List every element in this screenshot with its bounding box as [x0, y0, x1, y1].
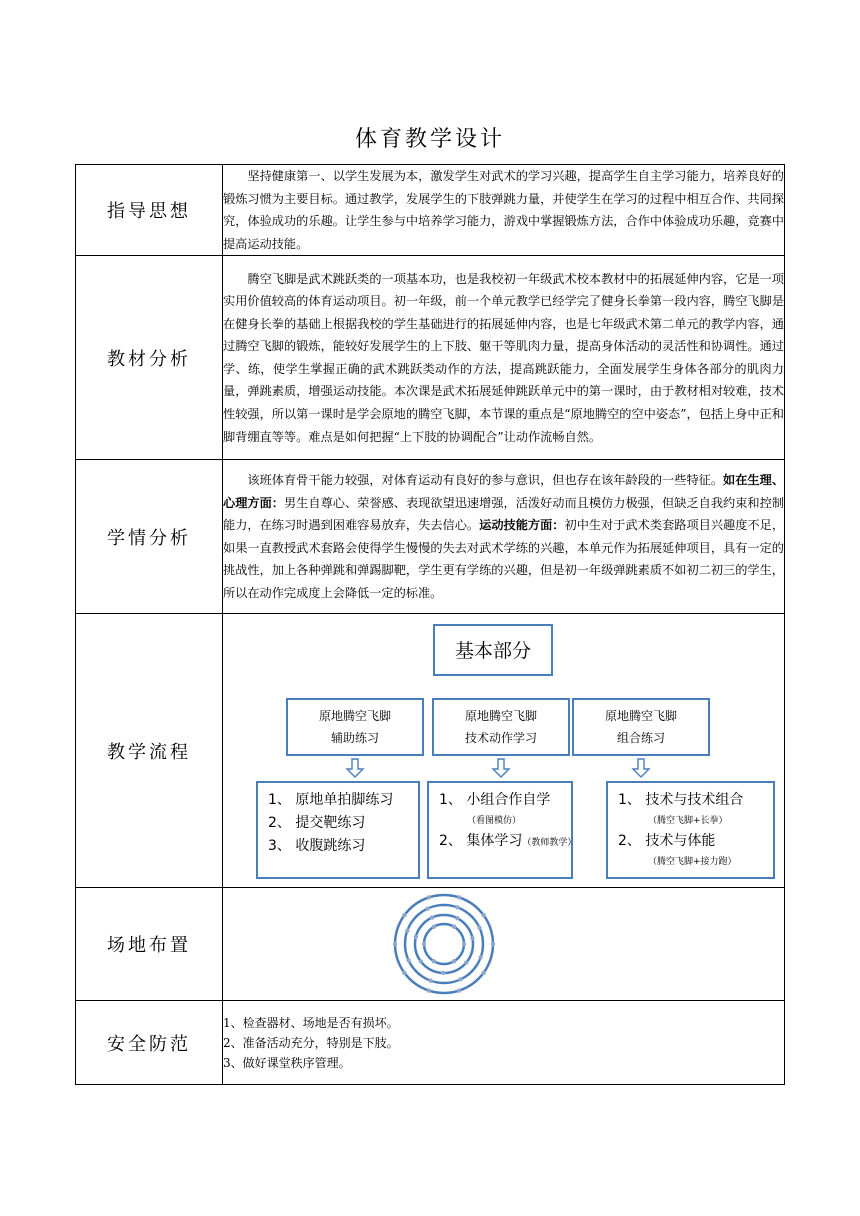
- content-safety: [223, 1001, 785, 1085]
- exercise-combo-note-2: （腾空飞脚+接力跑）: [648, 856, 737, 867]
- stage-technique-line1: 原地腾空飞脚: [464, 708, 537, 723]
- exercise-combo-note-1: （腾空飞脚+长拳）: [648, 815, 728, 826]
- student-dot: [481, 913, 485, 917]
- student-dot: [452, 959, 456, 963]
- student-dot: [452, 924, 456, 928]
- student-dot: [430, 915, 434, 919]
- guiding-text: 坚持健康第一、以学生发展为本，激发学生对武术的学习兴趣，提高学生自主学习能力，培养良好的锻炼习惯为主要目标。通过教学，发展学生的下肢弹跳力量，并使学生在学习的过程中相互合作、共同探究，体验成功的乐趣。让学生参与中培养学习能力，游戏中掌握锻炼方法，合作中体验成功乐趣，竞赛中提高运动技能。: [223, 169, 784, 251]
- students-text: [223, 469, 784, 605]
- stage-box-assist: [286, 698, 424, 756]
- student-dot: [428, 978, 432, 982]
- stage-assist-line2: 辅助练习: [330, 730, 379, 745]
- exercise-box-combo: [606, 781, 775, 879]
- students-text-3: 初中生对于武术类套路项目兴趣度不足，如果一直教授武术套路会使得学生慢慢的失去对武术学练的兴趣，本单元作为拓展延伸项目，具有一定的挑战性，加上各种弹跳和弹踢脚靶，学生更有学练的兴趣，但是初一年级弹跳素质不如初二初三的学生，所以在动作完成度上会降低一定的标准。: [223, 518, 785, 601]
- basic-part-box: 基本部分: [433, 624, 553, 676]
- student-dot: [491, 942, 495, 946]
- student-dot: [393, 942, 397, 946]
- student-dot: [462, 942, 466, 946]
- student-dot: [419, 959, 423, 963]
- student-dot: [457, 988, 461, 992]
- stage-combo-line2: 组合练习: [616, 730, 665, 745]
- exercise-technique-2: 2、 集体学习: [439, 832, 523, 849]
- student-dot: [405, 928, 409, 932]
- content-venue: [223, 888, 785, 1001]
- exercise-assist-1: 1、 原地单拍脚练习: [268, 791, 394, 808]
- down-arrow-icon: [631, 758, 651, 778]
- student-dot: [427, 988, 431, 992]
- venue-ring: [424, 924, 464, 964]
- student-dot: [402, 970, 406, 974]
- safety-item-2: 2、准备活动充分，特别是下肢。: [223, 1035, 399, 1050]
- exercise-technique-note-2: （教师教学）: [522, 837, 577, 848]
- exercise-assist-3: 3、 收腹跳练习: [268, 837, 366, 854]
- content-guiding: [223, 165, 785, 256]
- safety-item-3: 3、做好课堂秩序管理。: [223, 1055, 351, 1070]
- row-venue: [76, 888, 785, 1001]
- exercise-box-assist: [256, 781, 420, 879]
- student-dot: [425, 906, 429, 910]
- row-students: [76, 460, 785, 614]
- exercise-technique-note-1: （看图模仿）: [467, 815, 522, 826]
- students-bold-1: 如在生理、心理方面：: [223, 473, 785, 510]
- venue-ring: [395, 895, 493, 993]
- exercise-combo-1: 1、 技术与技术组合: [618, 791, 744, 808]
- student-dot: [477, 925, 481, 929]
- stage-box-technique: [432, 698, 570, 756]
- exercise-box-technique: [427, 781, 577, 879]
- label-material: 教材分析: [76, 256, 223, 460]
- content-material: [223, 256, 785, 460]
- exercise-assist-2: 2、 提交靶练习: [268, 814, 366, 831]
- student-dot: [422, 942, 426, 946]
- students-text-2: 男生自尊心、荣誉感、表现欲望迅速增强，活泼好动而且模仿力极强，但缺乏自我约束和控制能力，在练习时遇到困难容易放弃，失去信心。: [223, 495, 785, 533]
- students-text-1: 该班体育骨干能力较强，对体育运动有良好的参与意识，但也存在该年龄段的一些特征。: [247, 473, 724, 488]
- lesson-design-table: [75, 164, 785, 1085]
- student-dot: [457, 895, 461, 899]
- label-students: 学情分析: [76, 460, 223, 614]
- down-arrow-icon: [491, 758, 511, 778]
- label-process: 教学流程: [76, 614, 223, 888]
- label-guiding: 指导思想: [76, 165, 223, 256]
- student-dot: [406, 958, 410, 962]
- student-dot: [441, 971, 445, 975]
- student-dot: [464, 960, 468, 964]
- row-safety: [76, 1001, 785, 1085]
- label-safety: 安全防范: [76, 1001, 223, 1085]
- student-dot: [478, 955, 482, 959]
- students-bold-2: 运动技能方面：: [479, 518, 565, 533]
- flowchart: [223, 615, 784, 887]
- stage-combo-line1: 原地腾空飞脚: [604, 708, 677, 723]
- content-students: [223, 460, 785, 614]
- page-title: 体育教学设计: [354, 127, 505, 152]
- student-dot: [481, 970, 485, 974]
- student-dot: [458, 977, 462, 981]
- exercise-combo-2: 2、 技术与体能: [618, 832, 716, 849]
- exercise-technique-1: 1、 小组合作自学: [439, 791, 551, 808]
- stage-box-combo: [572, 698, 710, 756]
- student-dot: [432, 924, 436, 928]
- row-process: [76, 614, 785, 888]
- student-dot: [455, 916, 459, 920]
- student-dot: [432, 959, 436, 963]
- row-material: [76, 256, 785, 460]
- student-dot: [427, 895, 431, 899]
- student-dot: [402, 913, 406, 917]
- safety-item-1: 1、检查器材、场地是否有损坏。: [223, 1015, 399, 1030]
- venue-circles-diagram: [384, 893, 504, 995]
- student-dot: [455, 905, 459, 909]
- material-text: 腾空飞脚是武术跳跃类的一项基本功，也是我校初一年级武术校本教材中的拓展延伸内容，它是一项实用价值较高的体育运动项目。初一年级，前一个单元教学已经学完了健身长拳第一段内容，腾空飞脚是在健身长拳的基础上根据我校的学生基础进行的拓展延伸内容，也是七年级武术第二单元的教学内容，通过腾空飞脚的锻炼，能较好发展学生的上下肢、躯干等肌肉力量，提高身体活动的灵活性和协调性。通过学、练，使学生掌握正确的武术跳跃类动作的方法，提高跳跃能力，全面发展学生身体各部分的肌肉力量，弹跳素质，增强运动技能。本次课是武术拓展延伸跳跃单元中的第一课时，由于教材相对较难，技术性较强，所以第一课时是学会原地的腾空飞脚，本节课的重点是“原地腾空的空中姿态”，包括上身中正和脚背绷直等等。难点是如何把握“上下肢的协调配合”让动作流畅自然。: [223, 271, 784, 444]
- label-venue: 场地布置: [76, 888, 223, 1001]
- student-dot: [470, 936, 474, 940]
- student-dot: [414, 934, 418, 938]
- down-arrow-icon: [345, 758, 365, 778]
- content-process: [223, 614, 785, 888]
- stage-technique-line2: 技术动作学习: [464, 730, 537, 745]
- row-guiding: [76, 165, 785, 256]
- stage-assist-line1: 原地腾空飞脚: [318, 708, 391, 723]
